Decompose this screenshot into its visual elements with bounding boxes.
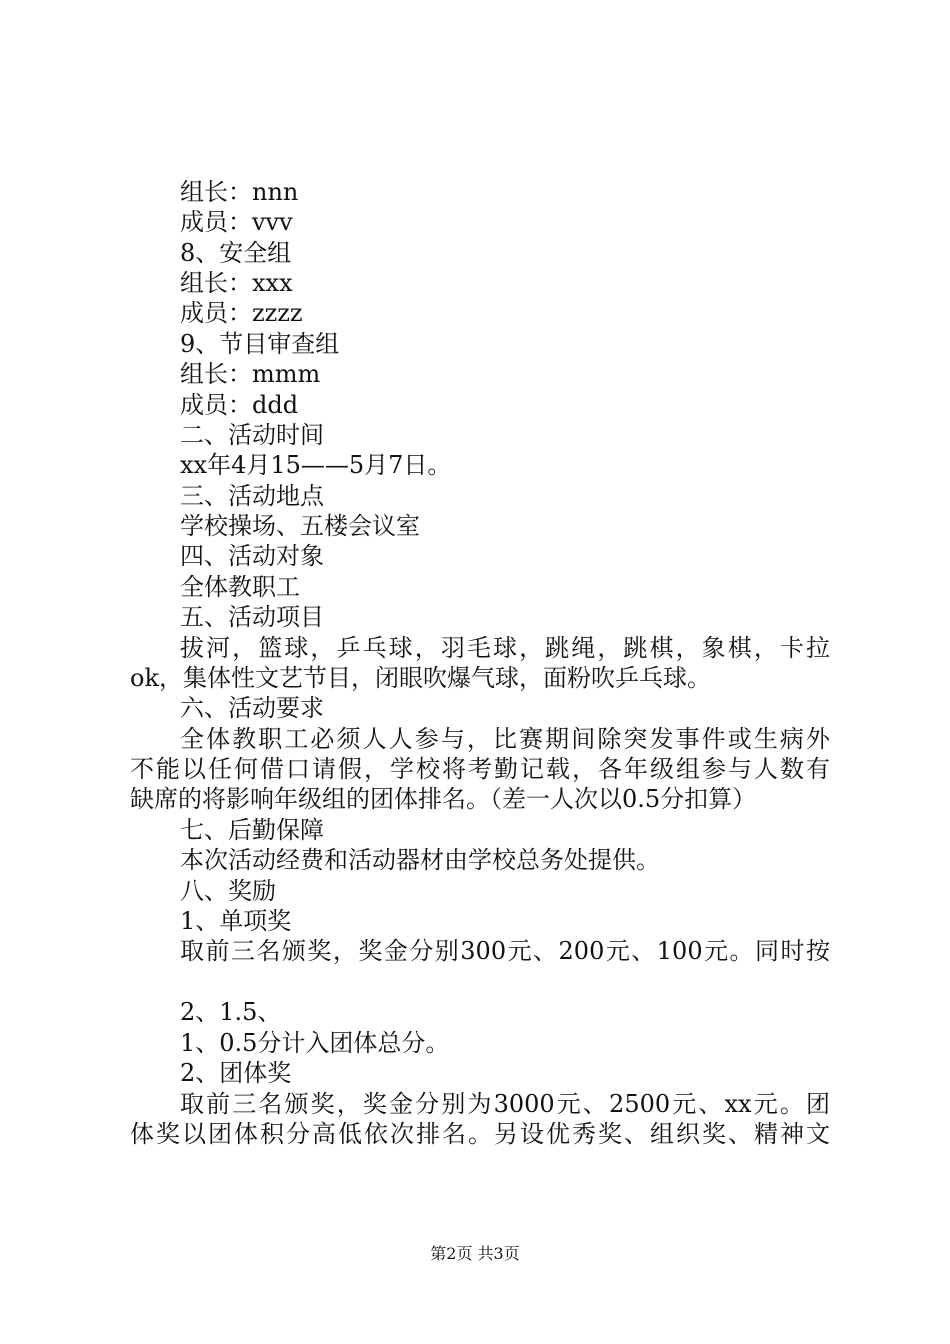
paragraph-line: 取前三名颁奖，奖金分别300元、200元、100元。同时按 [180, 937, 830, 965]
section-heading: 六、活动要求 [180, 694, 324, 722]
paragraph-line: ok，集体性文艺节目，闭眼吹爆气球，面粉吹乒乓球。 [130, 664, 711, 692]
paragraph-line: 缺席的将影响年级组的团体排名。（差一人次以0.5分扣算） [130, 785, 757, 813]
section-heading: 七、后勤保障 [180, 816, 324, 844]
paragraph-line: 取前三名颁奖，奖金分别为3000元、2500元、xx元。团 [180, 1090, 830, 1118]
heading-line: 8、安全组 [180, 239, 292, 267]
paragraph-line: 不能以任何借口请假，学校将考勤记载，各年级组参与人数有 [130, 755, 830, 783]
text-line: 成员：vvv [180, 208, 293, 236]
heading-line: 9、节目审查组 [180, 330, 340, 358]
section-heading: 三、活动地点 [180, 482, 324, 510]
heading-line: 1、单项奖 [180, 907, 292, 935]
paragraph-line: 全体教职工必须人人参与，比赛期间除突发事件或生病外 [180, 725, 830, 753]
text-line: 本次活动经费和活动器材由学校总务处提供。 [180, 846, 660, 874]
paragraph-line: 体奖以团体积分高低依次排名。另设优秀奖、组织奖、精神文 [130, 1120, 830, 1148]
text-line: 成员：zzzz [180, 299, 303, 327]
heading-line: 2、团体奖 [180, 1059, 292, 1087]
text-line: 组长：nnn [180, 178, 299, 206]
section-heading: 二、活动时间 [180, 421, 324, 449]
text-line: 全体教职工 [180, 573, 300, 601]
text-line: 2、1.5、 [180, 998, 282, 1026]
paragraph-line: 拔河，篮球，乒乓球，羽毛球，跳绳，跳棋，象棋，卡拉 [180, 634, 830, 662]
text-line: xx年4月15——5月7日。 [180, 451, 452, 479]
text-line: 组长：xxx [180, 269, 293, 297]
text-line: 成员：ddd [180, 391, 299, 419]
section-heading: 四、活动对象 [180, 542, 324, 570]
text-line: 学校操场、五楼会议室 [180, 512, 420, 540]
text-line: 组长：mmm [180, 360, 321, 388]
section-heading: 八、奖励 [180, 877, 276, 905]
page-footer: 第2页 共3页 [430, 1244, 520, 1263]
section-heading: 五、活动项目 [180, 603, 324, 631]
text-line: 1、0.5分计入团体总分。 [180, 1029, 450, 1057]
